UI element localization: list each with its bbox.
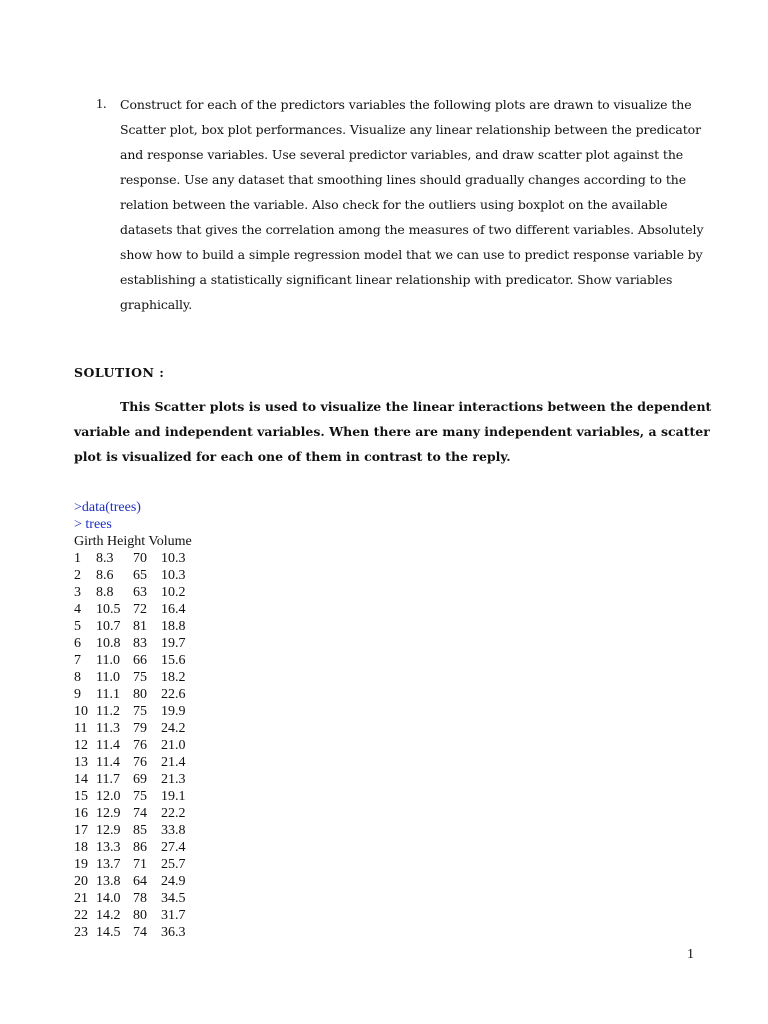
girth-cell: 13.8 (96, 874, 121, 889)
girth-cell: 13.7 (96, 857, 121, 872)
row-index: 10 (74, 704, 88, 719)
table-row (74, 618, 192, 635)
table-row (74, 788, 192, 805)
girth-cell: 11.3 (96, 721, 120, 736)
row-index: 9 (74, 687, 81, 702)
height-cell: 65 (133, 568, 147, 583)
row-index: 6 (74, 636, 81, 651)
girth-cell: 11.2 (96, 704, 120, 719)
row-index: 2 (74, 568, 81, 583)
table-row (74, 584, 192, 601)
girth-cell: 11.0 (96, 670, 120, 685)
question-line: datasets that gives the correlation among the measures of two different variables. Absolutely (120, 222, 704, 237)
height-cell: 74 (133, 806, 147, 821)
height-cell: 75 (133, 789, 147, 804)
row-index: 19 (74, 857, 88, 872)
girth-cell: 8.6 (96, 568, 114, 583)
height-cell: 76 (133, 738, 147, 753)
table-row (74, 652, 192, 669)
page-number: 1 (687, 947, 694, 962)
girth-cell: 11.4 (96, 755, 120, 770)
table-row (74, 822, 192, 839)
volume-cell: 16.4 (161, 602, 186, 617)
girth-cell: 11.7 (96, 772, 120, 787)
row-index: 20 (74, 874, 88, 889)
girth-cell: 12.9 (96, 823, 121, 838)
row-index: 21 (74, 891, 88, 906)
intro-line: variable and independent variables. When there are many independent variables, a scatter (74, 424, 710, 439)
row-index: 17 (74, 823, 88, 838)
girth-cell: 11.0 (96, 653, 120, 668)
girth-cell: 12.0 (96, 789, 121, 804)
table-row (74, 669, 192, 686)
row-index: 7 (74, 653, 81, 668)
volume-cell: 36.3 (161, 925, 186, 940)
height-cell: 75 (133, 670, 147, 685)
row-index: 13 (74, 755, 88, 770)
height-cell: 76 (133, 755, 147, 770)
intro-line: plot is visualized for each one of them in contrast to the reply. (74, 449, 511, 464)
girth-cell: 12.9 (96, 806, 121, 821)
volume-cell: 25.7 (161, 857, 186, 872)
volume-cell: 21.0 (161, 738, 186, 753)
girth-cell: 14.5 (96, 925, 121, 940)
height-cell: 66 (133, 653, 147, 668)
girth-cell: 11.1 (96, 687, 120, 702)
table-row (74, 839, 192, 856)
solution-intro (74, 394, 714, 469)
row-index: 23 (74, 925, 88, 940)
girth-cell: 10.5 (96, 602, 121, 617)
row-index: 16 (74, 806, 88, 821)
row-index: 1 (74, 551, 81, 566)
row-index: 18 (74, 840, 88, 855)
girth-cell: 14.0 (96, 891, 121, 906)
girth-cell: 11.4 (96, 738, 120, 753)
question-line: relation between the variable. Also check for the outliers using boxplot on the available (120, 197, 668, 212)
height-cell: 80 (133, 908, 147, 923)
girth-cell: 10.7 (96, 619, 121, 634)
table-row (74, 703, 192, 720)
volume-cell: 19.7 (161, 636, 186, 651)
volume-cell: 19.1 (161, 789, 186, 804)
question-line: Scatter plot, box plot performances. Visualize any linear relationship between the predicator (120, 122, 701, 137)
height-cell: 80 (133, 687, 147, 702)
r-command-print: > trees (74, 517, 112, 532)
table-row (74, 771, 192, 788)
volume-cell: 24.9 (161, 874, 186, 889)
row-index: 12 (74, 738, 88, 753)
table-row (74, 873, 192, 890)
girth-cell: 8.3 (96, 551, 114, 566)
table-row (74, 805, 192, 822)
height-cell: 85 (133, 823, 147, 838)
height-cell: 64 (133, 874, 147, 889)
volume-cell: 31.7 (161, 908, 186, 923)
height-cell: 83 (133, 636, 147, 651)
volume-cell: 18.2 (161, 670, 186, 685)
height-cell: 71 (133, 857, 147, 872)
solution-heading: SOLUTION : (74, 365, 165, 380)
volume-cell: 15.6 (161, 653, 186, 668)
data-rows (74, 550, 192, 941)
volume-cell: 10.2 (161, 585, 186, 600)
table-row (74, 567, 192, 584)
girth-cell: 8.8 (96, 585, 114, 600)
table-row (74, 601, 192, 618)
table-row (74, 635, 192, 652)
girth-cell: 10.8 (96, 636, 121, 651)
row-index: 3 (74, 585, 81, 600)
row-index: 14 (74, 772, 88, 787)
question-line: response. Use any dataset that smoothing lines should gradually changes according to the (120, 172, 686, 187)
volume-cell: 22.6 (161, 687, 186, 702)
row-index: 8 (74, 670, 81, 685)
r-command-data: >data(trees) (74, 500, 141, 515)
height-cell: 69 (133, 772, 147, 787)
row-index: 5 (74, 619, 81, 634)
question-text (120, 92, 705, 317)
volume-cell: 21.4 (161, 755, 186, 770)
girth-cell: 13.3 (96, 840, 121, 855)
volume-cell: 21.3 (161, 772, 186, 787)
r-console-output (74, 499, 192, 941)
row-index: 11 (74, 721, 88, 736)
row-index: 4 (74, 602, 81, 617)
volume-cell: 24.2 (161, 721, 186, 736)
volume-cell: 19.9 (161, 704, 186, 719)
question-line: establishing a statistically significant linear relationship with predicator. Show variables (120, 272, 673, 287)
volume-cell: 34.5 (161, 891, 186, 906)
table-row (74, 720, 192, 737)
question-line: graphically. (120, 297, 193, 312)
table-row (74, 550, 192, 567)
height-cell: 74 (133, 925, 147, 940)
row-index: 22 (74, 908, 88, 923)
height-cell: 72 (133, 602, 147, 617)
height-cell: 86 (133, 840, 147, 855)
volume-cell: 10.3 (161, 551, 186, 566)
table-row (74, 737, 192, 754)
table-row (74, 686, 192, 703)
table-row (74, 856, 192, 873)
girth-cell: 14.2 (96, 908, 121, 923)
volume-cell: 33.8 (161, 823, 186, 838)
table-row (74, 907, 192, 924)
height-cell: 70 (133, 551, 147, 566)
height-cell: 81 (133, 619, 147, 634)
height-cell: 63 (133, 585, 147, 600)
volume-cell: 10.3 (161, 568, 186, 583)
row-index: 15 (74, 789, 88, 804)
height-cell: 79 (133, 721, 147, 736)
table-header: Girth Height Volume (74, 534, 192, 549)
table-row (74, 890, 192, 907)
intro-line: This Scatter plots is used to visualize the linear interactions between the dependent (120, 399, 712, 414)
question-line: and response variables. Use several predictor variables, and draw scatter plot against the (120, 147, 684, 162)
table-row (74, 924, 192, 941)
height-cell: 78 (133, 891, 147, 906)
volume-cell: 22.2 (161, 806, 186, 821)
height-cell: 75 (133, 704, 147, 719)
question-line: show how to build a simple regression model that we can use to predict response variable by (120, 247, 703, 262)
volume-cell: 18.8 (161, 619, 186, 634)
table-row (74, 754, 192, 771)
volume-cell: 27.4 (161, 840, 186, 855)
question-line: Construct for each of the predictors variables the following plots are drawn to visualize the (120, 97, 692, 112)
question-number: 1. (96, 97, 107, 112)
